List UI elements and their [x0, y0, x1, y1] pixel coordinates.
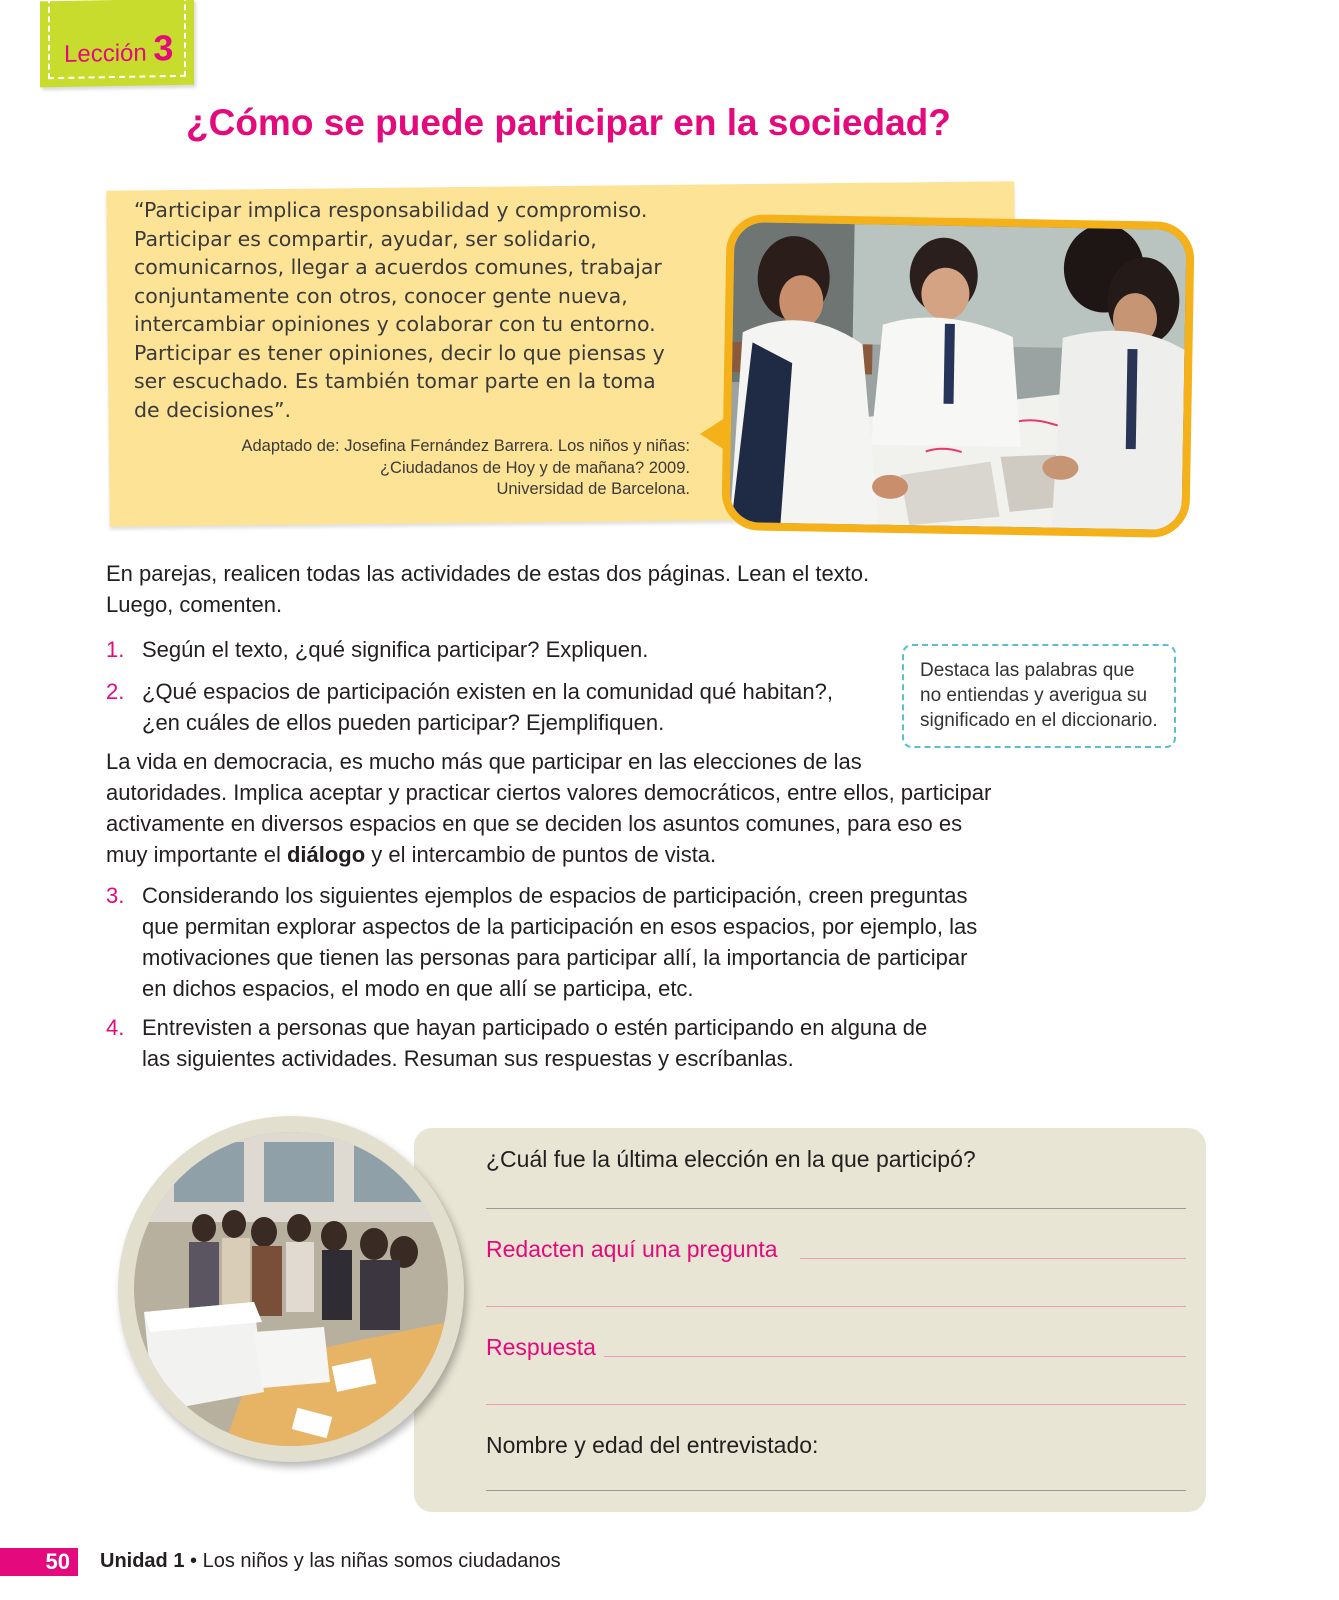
answer-input-line[interactable] [604, 1356, 1186, 1357]
tip-line: significado en el diccionario. [920, 710, 1158, 731]
intro-line: En parejas, realicen todas las actividades de estas dos páginas. Lean el texto. [106, 561, 870, 586]
voting-photo-frame [118, 1116, 464, 1462]
footer-subtitle: Los niños y las niñas somos ciudadanos [202, 1550, 561, 1572]
question-input-line-2[interactable] [486, 1306, 1186, 1307]
answer-label: Respuesta [486, 1334, 596, 1360]
quote-source [160, 436, 690, 501]
page-number: 50 [0, 1548, 78, 1576]
voting-photo [134, 1132, 448, 1446]
item-number: 4. [106, 1015, 125, 1040]
quote-line: Participar es compartir, ayudar, ser solidario, [134, 226, 597, 251]
quote-line: conjuntamente con otros, conocer gente nueva, [134, 283, 628, 308]
interviewee-input-line[interactable] [486, 1490, 1186, 1491]
item-line: Según el texto, ¿qué significa participar? Expliquen. [142, 637, 649, 662]
tip-line: no entiendas y averigua su [920, 685, 1148, 706]
form-line[interactable] [486, 1208, 1186, 1209]
item-line: que permitan explorar aspectos de la participación en esos espacios, por ejemplo, las [142, 914, 978, 939]
activity-item-3 [106, 880, 977, 1004]
quote-line: Participar es tener opiniones, decir lo que piensas y [134, 340, 665, 365]
item-number: 2. [106, 679, 125, 704]
item-line: Considerando los siguientes ejemplos de espacios de participación, creen preguntas [142, 883, 968, 908]
quote-line: comunicarnos, llegar a acuerdos comunes, trabajar [134, 255, 662, 279]
source-line: Adaptado de: Josefina Fernández Barrera. Los niños y niñas: [241, 437, 690, 455]
item-line: las siguientes actividades. Resuman sus respuestas y escríbanlas. [142, 1046, 794, 1071]
dictionary-tip [902, 644, 1176, 748]
item-line: en dichos espacios, el modo en que allí se participa, etc. [142, 976, 694, 1001]
democracy-text: y el intercambio de puntos de vista. [365, 842, 717, 867]
item-line: ¿Qué espacios de participación existen en la comunidad qué habitan?, [142, 679, 834, 704]
answer-input-line-2[interactable] [486, 1404, 1186, 1405]
quote-line: intercambiar opiniones y colaborar con tu entorno. [134, 312, 656, 336]
activity-item-2 [106, 676, 833, 738]
question-input-line[interactable] [800, 1258, 1186, 1259]
democracy-text: muy importante el [106, 842, 287, 867]
tip-line: Destaca las palabras que [920, 660, 1135, 681]
democracy-line: La vida en democracia, es mucho más que participar en las elecciones de las [106, 749, 862, 774]
footer-unit: Unidad 1 [100, 1550, 185, 1572]
source-line: ¿Ciudadanos de Hoy y de mañana? 2009. [379, 458, 690, 477]
item-line: Entrevisten a personas que hayan participado o estén participando en alguna de [142, 1015, 928, 1040]
quote-line: “Participar implica responsabilidad y compromiso. [134, 198, 648, 222]
item-line: ¿en cuáles de ellos pueden participar? Ejemplifiquen. [142, 710, 665, 735]
democracy-paragraph [106, 746, 1006, 870]
dialogue-term: diálogo [286, 842, 366, 867]
item-line: motivaciones que tienen las personas para participar allí, la importancia de participar [142, 945, 968, 970]
lesson-number: 3 [153, 27, 174, 69]
footer-text [100, 1550, 561, 1573]
item-number: 1. [106, 637, 125, 662]
democracy-line: autoridades. Implica aceptar y practicar ciertos valores democráticos, entre ellos, participar [106, 780, 992, 805]
source-line: Universidad de Barcelona. [496, 480, 690, 498]
democracy-line [106, 839, 1006, 870]
form-question: ¿Cuál fue la última elección en la que participó? [486, 1146, 976, 1172]
democracy-line: activamente en diversos espacios en que se deciden los asuntos comunes, para eso es [106, 811, 963, 836]
item-number: 3. [106, 883, 125, 908]
lesson-word: Lección [64, 39, 147, 68]
voting-photo-illustration [134, 1132, 448, 1446]
students-photo-illustration [729, 222, 1186, 530]
page-title: ¿Cómo se puede participar en la sociedad? [186, 102, 951, 143]
quote-line: de decisiones”. [134, 397, 292, 422]
quote-text [134, 196, 694, 424]
lesson-label [64, 27, 173, 71]
activity-item-1 [106, 634, 648, 665]
quote-line: ser escuchado. Es también tomar parte en la toma [134, 369, 656, 393]
interviewee-label: Nombre y edad del entrevistado: [486, 1432, 819, 1458]
intro-line: Luego, comenten. [106, 592, 283, 617]
lesson-tab [40, 0, 194, 87]
activity-item-4 [106, 1012, 927, 1074]
footer-separator: • [190, 1550, 198, 1572]
students-photo [721, 214, 1194, 538]
question-label: Redacten aquí una pregunta [486, 1236, 778, 1262]
intro-paragraph [106, 558, 966, 620]
